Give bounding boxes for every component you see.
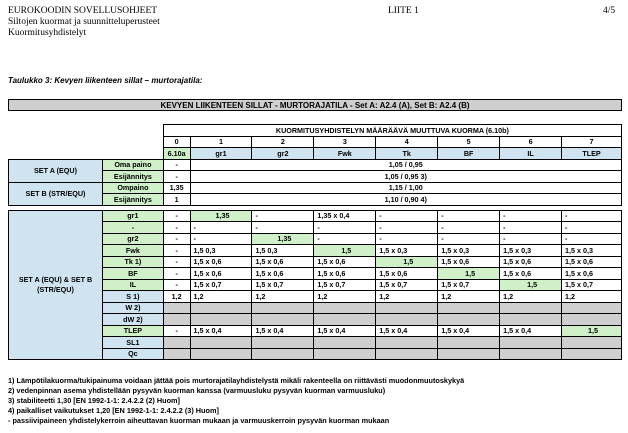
row-label: gr2 — [102, 233, 163, 245]
col-number: 6 — [500, 136, 562, 148]
col-name: TLEP — [562, 148, 622, 160]
footnote: 4) paikalliset vaikutukset 1,20 [EN 1992-1-1: 2.4.2.2 (3) Huom] — [8, 406, 219, 415]
col0-value: - — [163, 256, 190, 268]
value-cell: 1,5 — [438, 268, 500, 280]
value-cell: 1,5 x 0,7 — [562, 279, 622, 291]
value-cell: 1,5 x 0,6 — [438, 256, 500, 268]
row-label: Esijännitys — [102, 171, 163, 183]
value-cell: - — [252, 222, 314, 234]
value-cell — [438, 348, 500, 360]
col0-value: - — [163, 233, 190, 245]
value-cell — [562, 337, 622, 349]
value-cell: 1,5 x 0,6 — [314, 268, 376, 280]
blank-cell — [9, 125, 164, 137]
col0-value — [163, 302, 190, 314]
value-cell: - — [190, 233, 252, 245]
value-cell: 1,5 — [314, 245, 376, 257]
value-cell: 1,2 — [500, 291, 562, 303]
value-cell: 1,5 x 0,7 — [376, 279, 438, 291]
value-cell: 1,5 x 0,4 — [438, 325, 500, 337]
col0-value: 1,2 — [163, 291, 190, 303]
set-b-label: SET B (STR/EQU) — [9, 182, 103, 205]
value-cell — [438, 302, 500, 314]
table-title: KEVYEN LIIKENTEEN SILLAT - MURTORAJATILA - Set A: A2.4 (A), Set B: A2.4 (B) — [8, 99, 622, 111]
col0-value: - — [163, 279, 190, 291]
col0-value: - — [163, 222, 190, 234]
col-name: gr2 — [252, 148, 314, 160]
value-cell: - — [190, 222, 252, 234]
value-cell: 1,5 0,3 — [252, 245, 314, 257]
value-cell: - — [562, 233, 622, 245]
value-cell: 1,2 — [190, 291, 252, 303]
value-cell: 1,35 — [252, 233, 314, 245]
row-label: BF — [102, 268, 163, 280]
set-a-label: SET A (EQU) — [9, 159, 103, 182]
merged-value: 1,05 / 0,95 3) — [190, 171, 621, 183]
value-cell: - — [376, 233, 438, 245]
col-number: 0 — [163, 136, 190, 148]
value-cell: - — [500, 222, 562, 234]
value-cell — [500, 314, 562, 326]
value-cell — [314, 337, 376, 349]
value-cell: - — [376, 222, 438, 234]
value-cell: 1,5 x 0,4 — [376, 325, 438, 337]
value-cell: - — [438, 210, 500, 222]
value-cell: 1,35 — [190, 210, 252, 222]
blank-cell — [9, 148, 164, 160]
value-cell: 1,5 — [500, 279, 562, 291]
merged-value: 1,05 / 0,95 — [190, 159, 621, 171]
value-cell — [500, 337, 562, 349]
table-row — [9, 182, 622, 194]
col0-value: - — [163, 325, 190, 337]
value-cell — [252, 337, 314, 349]
value-cell: 1,5 x 0,6 — [190, 256, 252, 268]
value-cell — [252, 302, 314, 314]
doc-section: Kuormitusyhdistelyt — [8, 28, 87, 38]
doc-subtitle: Siltojen kuormat ja suunnitteluperusteet — [8, 17, 160, 27]
value-cell: - — [438, 222, 500, 234]
value-cell — [562, 302, 622, 314]
value-cell: - — [500, 233, 562, 245]
row-label: TLEP — [102, 325, 163, 337]
attachment-label: LIITE 1 — [388, 6, 419, 16]
load-combination-table — [8, 124, 622, 360]
value-cell — [562, 348, 622, 360]
row-label: - — [102, 222, 163, 234]
value-cell: 1,2 — [314, 291, 376, 303]
value-cell: - — [562, 222, 622, 234]
value-cell: 1,5 x 0,7 — [438, 279, 500, 291]
value-cell — [376, 337, 438, 349]
value-cell: 1,5 — [562, 325, 622, 337]
page-number: 4/5 — [603, 6, 616, 16]
value-cell: 1,5 x 0,6 — [252, 256, 314, 268]
col-number: 4 — [376, 136, 438, 148]
value-cell: 1,5 x 0,4 — [314, 325, 376, 337]
value-cell: - — [562, 210, 622, 222]
value-cell: 1,5 x 0,6 — [252, 268, 314, 280]
value-cell: 1,5 x 0,3 — [376, 245, 438, 257]
value-cell: 1,5 x 0,6 — [500, 256, 562, 268]
value-cell: 1,5 x 0,7 — [252, 279, 314, 291]
row-label: dW 2) — [102, 314, 163, 326]
value-cell: - — [252, 210, 314, 222]
table-row — [9, 125, 622, 137]
doc-title: EUROKOODIN SOVELLUSOHJEET — [8, 6, 158, 16]
value-cell — [190, 348, 252, 360]
value-cell — [252, 348, 314, 360]
value-cell — [190, 314, 252, 326]
col0-value: - — [163, 171, 190, 183]
col-number: 3 — [314, 136, 376, 148]
row-label: Oma paino — [102, 159, 163, 171]
row-label: Qc — [102, 348, 163, 360]
table-row — [9, 148, 622, 160]
row-label: Fwk — [102, 245, 163, 257]
value-cell: 1,2 — [252, 291, 314, 303]
value-cell: - — [500, 210, 562, 222]
value-cell: 1,5 x 0,7 — [314, 279, 376, 291]
col0-value: - — [163, 159, 190, 171]
value-cell: - — [376, 210, 438, 222]
value-cell — [190, 302, 252, 314]
set-ab-label: SET A (EQU) & SET B (STR/EQU) — [9, 210, 103, 360]
value-cell: 1,5 x 0,7 — [190, 279, 252, 291]
col0-value: - — [163, 268, 190, 280]
value-cell — [500, 302, 562, 314]
col0-value: - — [163, 245, 190, 257]
merged-value: 1,10 / 0,90 4) — [190, 194, 621, 206]
value-cell: 1,2 — [562, 291, 622, 303]
value-cell: 1,5 x 0,6 — [562, 256, 622, 268]
col0-value: 1 — [163, 194, 190, 206]
value-cell: 1,5 x 0,6 — [562, 268, 622, 280]
table-row — [9, 210, 622, 222]
value-cell: 1,5 x 0,6 — [190, 268, 252, 280]
footnote: 2) vedenpinnan asema yhdistellään pysyvän kuorman kanssa (varmuusluku pysyvän kuorman varmuusluku) — [8, 386, 386, 395]
row-label: Tk 1) — [102, 256, 163, 268]
value-cell: 1,5 x 0,4 — [500, 325, 562, 337]
value-cell: 1,5 x 0,4 — [190, 325, 252, 337]
value-cell — [376, 348, 438, 360]
col-number: 5 — [438, 136, 500, 148]
col-name: IL — [500, 148, 562, 160]
group-header: KUORMITUSYHDISTELYN MÄÄRÄÄVÄ MUUTTUVA KUORMA (6.10b) — [163, 125, 621, 137]
value-cell: 1,2 — [376, 291, 438, 303]
value-cell: 1,5 0,3 — [190, 245, 252, 257]
value-cell: 1,5 x 0,4 — [252, 325, 314, 337]
value-cell — [314, 302, 376, 314]
value-cell — [314, 348, 376, 360]
col-name: Fwk — [314, 148, 376, 160]
value-cell: 1,2 — [438, 291, 500, 303]
row-label: Esijännitys — [102, 194, 163, 206]
value-cell: 1,5 — [376, 256, 438, 268]
value-cell — [376, 302, 438, 314]
row-label: Ompaino — [102, 182, 163, 194]
footnote: - passiivipaineen yhdistelykerroin aiheuttavan kuorman mukaan ja varmuuskerroin pysyvän kuorman mukaan — [8, 416, 390, 425]
col0-value: - — [163, 210, 190, 222]
table-caption: Taulukko 3: Kevyen liikenteen sillat – murtorajatila: — [8, 76, 203, 85]
value-cell — [500, 348, 562, 360]
value-cell — [376, 314, 438, 326]
value-cell: 1,5 x 0,3 — [500, 245, 562, 257]
row-label: S 1) — [102, 291, 163, 303]
col-name: 6.10a — [163, 148, 190, 160]
row-label: IL — [102, 279, 163, 291]
merged-value: 1,15 / 1,00 — [190, 182, 621, 194]
value-cell — [252, 314, 314, 326]
blank-cell — [9, 136, 164, 148]
col-number: 2 — [252, 136, 314, 148]
value-cell: 1,35 x 0,4 — [314, 210, 376, 222]
col-name: BF — [438, 148, 500, 160]
row-label: W 2) — [102, 302, 163, 314]
value-cell: 1,5 x 0,3 — [438, 245, 500, 257]
col-number: 1 — [190, 136, 252, 148]
value-cell: - — [314, 233, 376, 245]
row-label: SL1 — [102, 337, 163, 349]
value-cell — [314, 314, 376, 326]
value-cell: - — [314, 222, 376, 234]
footnote: 3) stabiliteetti 1,30 [EN 1992-1-1: 2.4.2.2 (2) Huom] — [8, 396, 180, 405]
col-name: gr1 — [190, 148, 252, 160]
value-cell — [438, 337, 500, 349]
table-row — [9, 159, 622, 171]
value-cell — [562, 314, 622, 326]
col-name: Tk — [376, 148, 438, 160]
col0-value: 1,35 — [163, 182, 190, 194]
col0-value — [163, 337, 190, 349]
value-cell: 1,5 x 0,6 — [314, 256, 376, 268]
col-number: 7 — [562, 136, 622, 148]
value-cell: 1,5 x 0,6 — [376, 268, 438, 280]
value-cell: - — [438, 233, 500, 245]
table-row — [9, 136, 622, 148]
col0-value — [163, 348, 190, 360]
value-cell — [190, 337, 252, 349]
footnote: 1) Lämpötilakuorma/tukipainuma voidaan jättää pois murtorajatilayhdistelystä mikäli rakenteella on riittävästi muodonmuutoskykyä — [8, 376, 465, 385]
row-label: gr1 — [102, 210, 163, 222]
col0-value — [163, 314, 190, 326]
value-cell: 1,5 x 0,3 — [562, 245, 622, 257]
footnotes — [8, 376, 464, 426]
value-cell: 1,5 x 0,6 — [500, 268, 562, 280]
value-cell — [438, 314, 500, 326]
